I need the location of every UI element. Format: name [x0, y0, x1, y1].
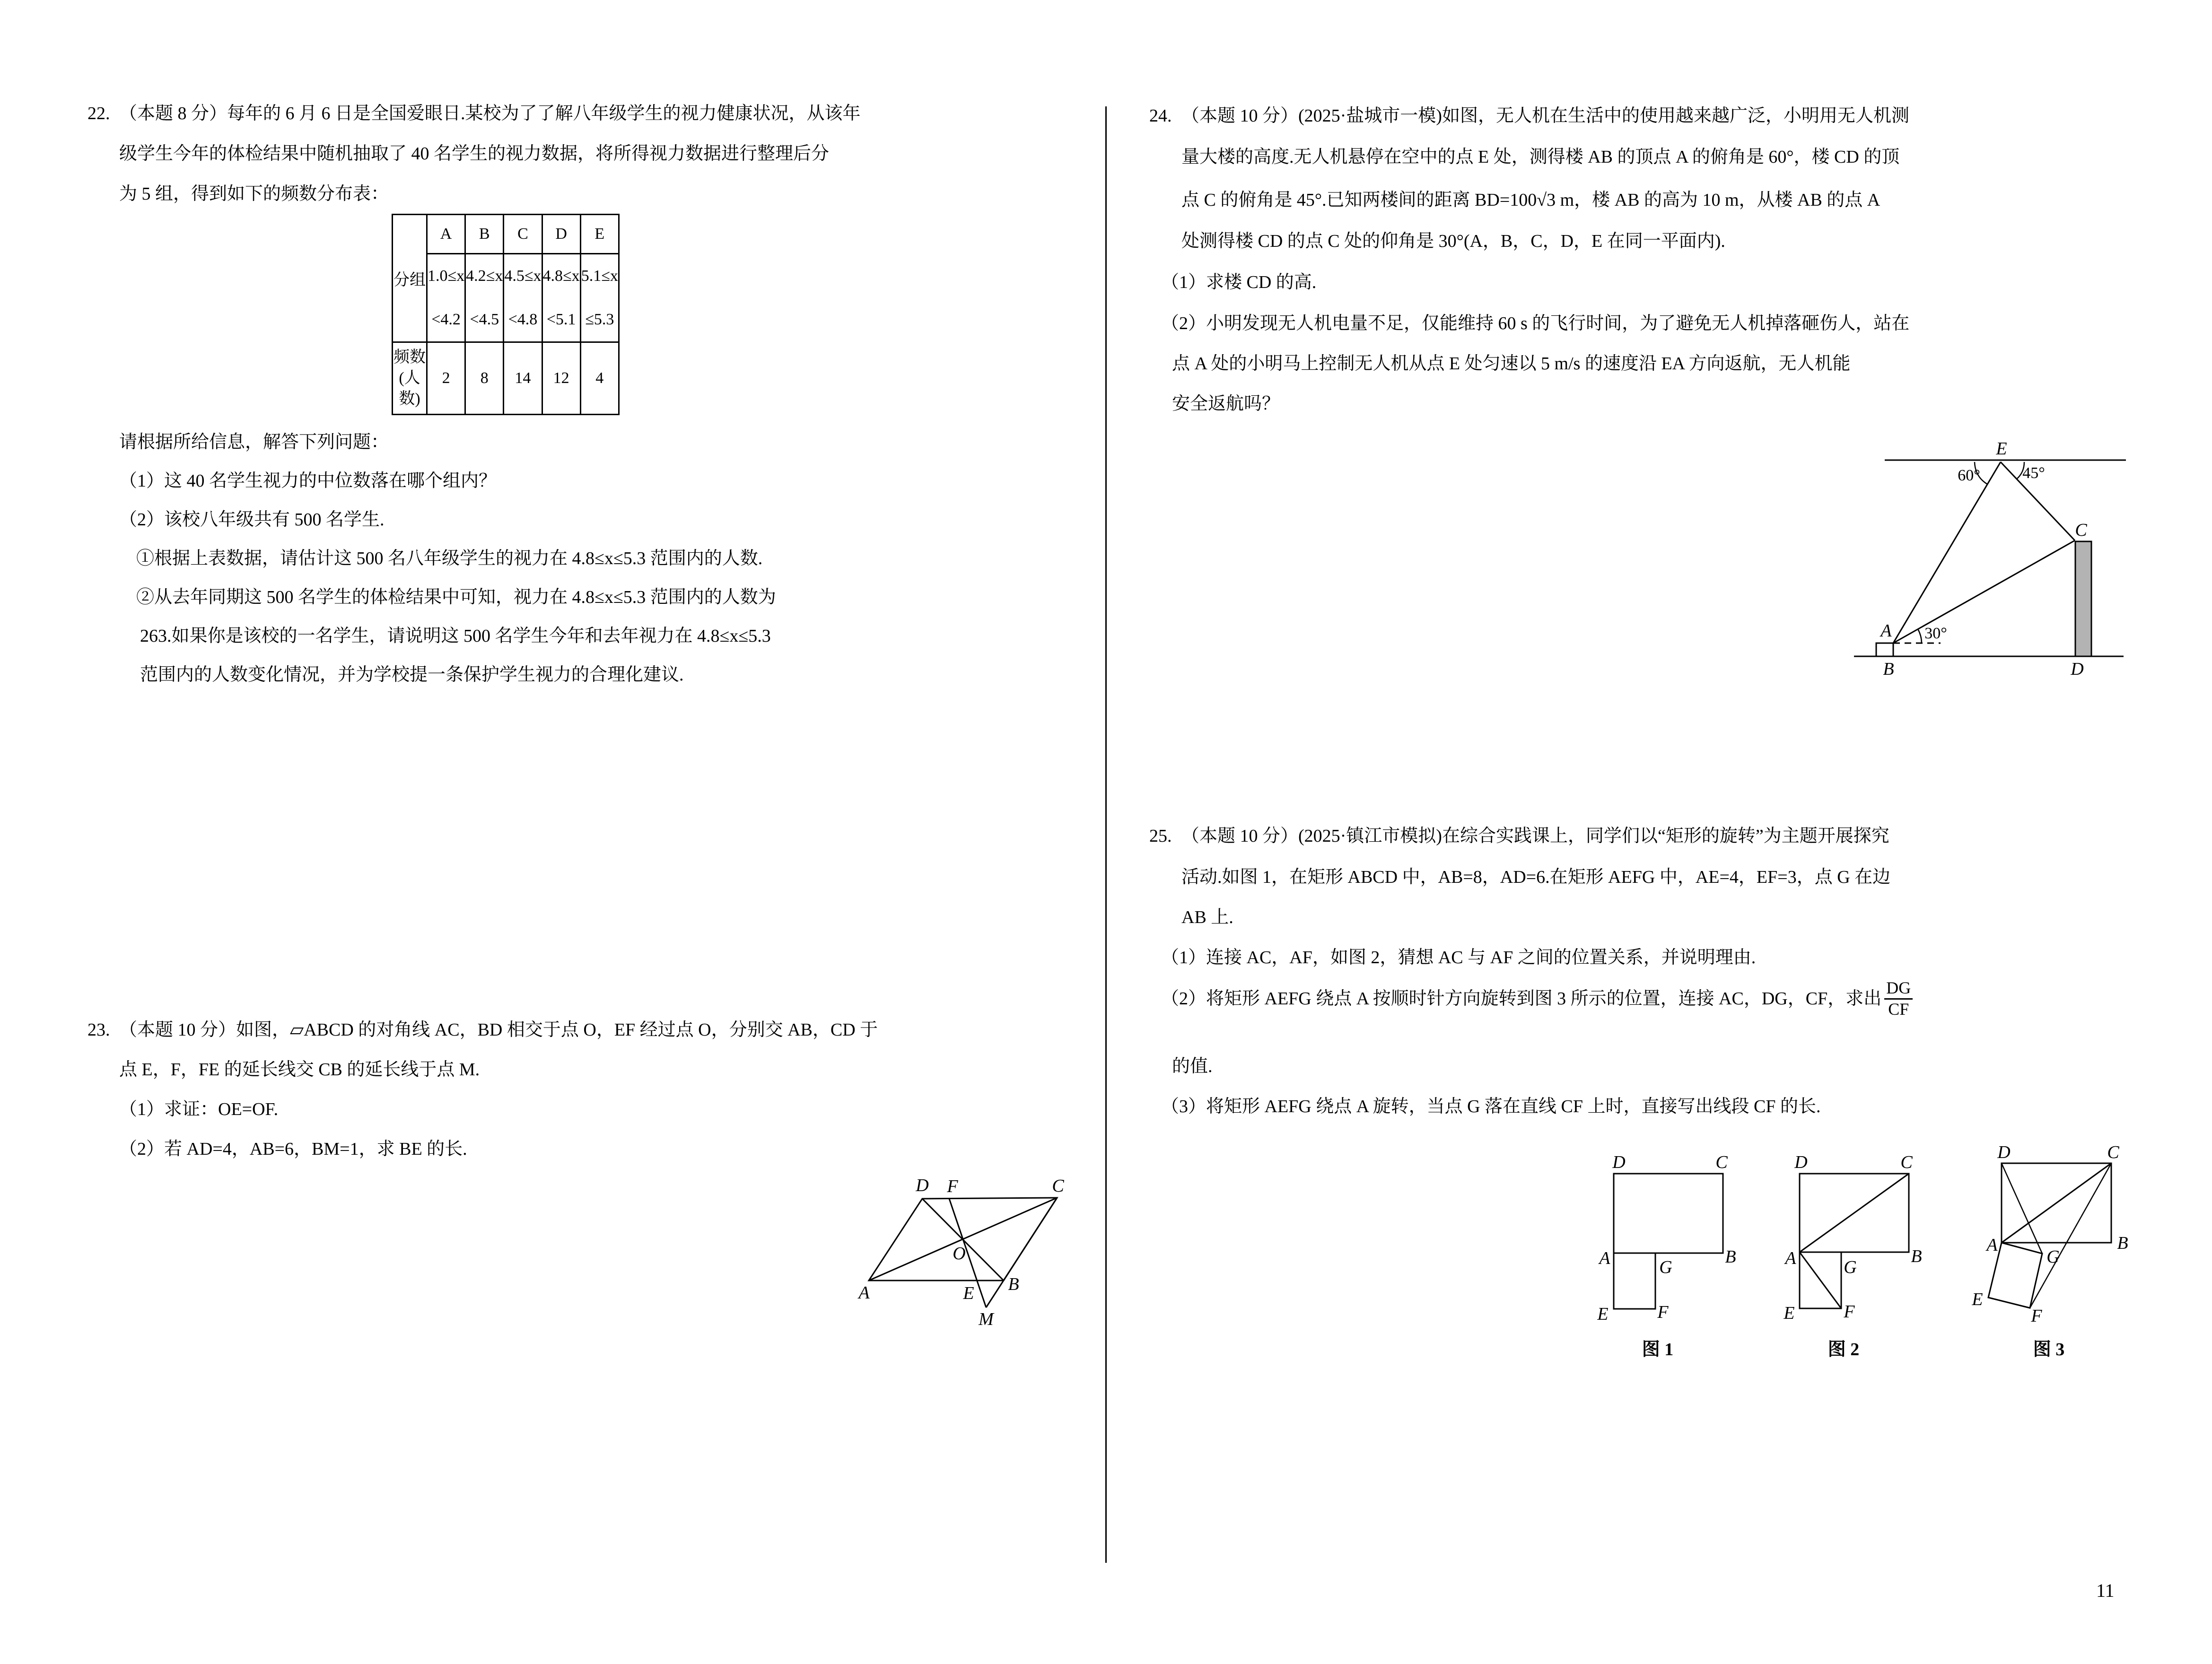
table-freq-value: 14: [504, 342, 542, 415]
point-label-c: C: [2075, 520, 2087, 540]
q25-stem-line3: AB 上.: [1181, 907, 1233, 927]
point-label-b: B: [1911, 1246, 1922, 1266]
q24-stem-line2: 量大楼的高度.无人机悬停在空中的点 E 处，测得楼 AB 的顶点 A 的俯角是 60°，楼 CD 的顶: [1181, 147, 1900, 167]
table-group-header: [393, 215, 427, 342]
q23-number: 23.: [87, 1020, 110, 1040]
q25-number: 25.: [1149, 826, 1172, 846]
point-label-a: A: [858, 1283, 870, 1303]
rect-aefg: [1614, 1253, 1655, 1309]
point-label-e: E: [1784, 1303, 1795, 1323]
line-ac: [2002, 1163, 2111, 1243]
range-line2: ≤5.3: [585, 311, 614, 328]
point-label-b: B: [1883, 659, 1894, 679]
point-label-m: M: [979, 1309, 994, 1329]
range-line1: 5.1≤x: [581, 267, 618, 285]
table-col-letter: A: [427, 215, 465, 254]
table-range-cell: [542, 254, 580, 342]
q25-stem-line2: 活动.如图 1，在矩形 ABCD 中，AB=8，AD=6.在矩形 AEFG 中，AE=4，EF=3，点 G 在边: [1181, 867, 1891, 887]
q23-stem-line1: （本题 10 分）如图，▱ABCD 的对角线 AC，BD 相交于点 O，EF 经过点 O，分别交 AB，CD 于: [119, 1020, 878, 1040]
q25-part2: [1161, 977, 1913, 1020]
q25-figure3: [1963, 1140, 2145, 1333]
q24-part1: （1）求楼 CD 的高.: [1161, 272, 1317, 292]
line-dg: [2002, 1163, 2042, 1254]
q24-part2-line2: 点 A 处的小明马上控制无人机从点 E 处匀速以 5 m/s 的速度沿 EA 方向返航，无人机能: [1172, 354, 1851, 374]
q22-stem-line3: 为 5 组，得到如下的频数分布表：: [119, 184, 389, 204]
line-ac: [1800, 1174, 1909, 1252]
column-divider: [1105, 106, 1107, 1563]
q22-stem-line2: 级学生今年的体检结果中随机抽取了 40 名学生的视力数据，将所得视力数据进行整理后分: [119, 144, 830, 164]
range-line1: 4.5≤x: [504, 267, 542, 285]
freq-header-line2: (人数): [399, 369, 420, 408]
table-range-cell: [465, 254, 504, 342]
point-label-a: A: [1986, 1235, 1998, 1255]
line-ea: [1893, 462, 2001, 643]
point-label-b: B: [1725, 1247, 1736, 1267]
fraction-dg-cf: [1884, 978, 1913, 1019]
range-line2: <4.8: [508, 311, 538, 328]
table-col-letter: B: [465, 215, 504, 254]
fraction-numerator: DG: [1884, 978, 1913, 999]
table-freq-value: 4: [580, 342, 619, 415]
point-label-d: D: [2071, 659, 2084, 679]
frequency-table: [392, 214, 620, 415]
q24-part2-line3: 安全返航吗？: [1172, 394, 1280, 414]
table-freq-header: [393, 342, 427, 415]
q25-figure1: [1589, 1144, 1745, 1333]
q22-intro: 请根据所给信息，解答下列问题：: [119, 432, 389, 452]
group-header-label: 分组: [393, 271, 426, 289]
q25-part3: （3）将矩形 AEFG 绕点 A 旋转，当点 G 落在直线 CF 上时，直接写出线段 CF 的长.: [1161, 1097, 1821, 1116]
line-ac: [1893, 540, 2075, 643]
rect-abcd: [1614, 1174, 1723, 1253]
point-label-a: A: [1599, 1248, 1610, 1268]
range-line2: <4.2: [431, 311, 461, 328]
point-label-f: F: [1657, 1302, 1669, 1322]
table-col-letter: E: [580, 215, 619, 254]
q25-part1: （1）连接 AC，AF，如图 2，猜想 AC 与 AF 之间的位置关系，并说明理由.: [1161, 948, 1756, 967]
point-label-c: C: [1052, 1176, 1064, 1196]
point-label-d: D: [1794, 1152, 1808, 1172]
building-cd: [2075, 541, 2091, 656]
q23-figure-parallelogram: [842, 1163, 1097, 1333]
point-label-g: G: [1844, 1257, 1857, 1277]
page-number: 11: [2096, 1580, 2115, 1601]
q24-part2-line1: （2）小明发现无人机电量不足，仅能维持 60 s 的飞行时间，为了避免无人机掉落砸伤人，站在: [1161, 314, 1910, 333]
point-label-e: E: [1597, 1304, 1609, 1324]
point-label-g: G: [1659, 1257, 1672, 1277]
range-line1: 4.2≤x: [466, 267, 503, 285]
q22-sub2-line3: 范围内的人数变化情况，并为学校提一条保护学生视力的合理化建议.: [140, 665, 684, 685]
point-label-d: D: [1997, 1142, 2011, 1162]
range-line2: <5.1: [546, 311, 576, 328]
point-label-e: E: [1996, 439, 2007, 459]
q22-sub1: ①根据上表数据，请估计这 500 名八年级学生的视力在 4.8≤x≤5.3 范围内的人数.: [136, 549, 763, 568]
range-line2: <4.5: [470, 311, 499, 328]
freq-header-line1: 频数: [393, 348, 426, 366]
table-freq-value: 12: [542, 342, 580, 415]
figure2-caption: 图 2: [1827, 1340, 1860, 1359]
range-line1: 4.8≤x: [542, 267, 580, 285]
point-label-f: F: [947, 1176, 958, 1196]
point-label-a: A: [1785, 1248, 1796, 1268]
point-label-c: C: [2107, 1142, 2119, 1162]
point-label-g: G: [2046, 1247, 2060, 1267]
building-ab: [1876, 643, 1893, 656]
point-label-f: F: [2031, 1306, 2042, 1326]
line-af: [1800, 1252, 1841, 1308]
point-label-e: E: [1972, 1289, 1983, 1309]
point-label-d: D: [1612, 1152, 1626, 1172]
q24-stem-line3: 点 C 的俯角是 45°.已知两楼间的距离 BD=100√3 m，楼 AB 的高为 10 m，从楼 AB 的点 A: [1181, 190, 1880, 210]
q24-stem-line4: 处测得楼 CD 的点 C 处的仰角是 30°(A，B，C，D，E 在同一平面内).: [1181, 231, 1725, 251]
angle-label-30: 30°: [1924, 625, 1947, 642]
table-range-cell: [504, 254, 542, 342]
point-label-f: F: [1844, 1302, 1855, 1322]
q22-number: 22.: [87, 104, 110, 123]
q25-part2-text: （2）将矩形 AEFG 绕点 A 按顺时针方向旋转到图 3 所示的位置，连接 AC，DG，CF，求出: [1161, 989, 1882, 1009]
table-range-cell: [580, 254, 619, 342]
table-freq-value: 8: [465, 342, 504, 415]
range-line1: 1.0≤x: [428, 267, 465, 285]
point-label-o: O: [953, 1244, 966, 1263]
q23-part1: （1）求证：OE=OF.: [119, 1099, 279, 1119]
line-cf: [2030, 1163, 2111, 1308]
q25-figure2: [1771, 1144, 1934, 1333]
fraction-denominator: CF: [1888, 999, 1909, 1019]
angle-arc-30: [1918, 629, 1922, 643]
point-label-b: B: [2117, 1233, 2128, 1253]
table-range-cell: [427, 254, 465, 342]
figure3-caption: 图 3: [2033, 1340, 2065, 1359]
figure1-caption: 图 1: [1642, 1340, 1674, 1359]
line-cbm: [986, 1198, 1057, 1307]
q22-stem-line1: （本题 8 分）每年的 6 月 6 日是全国爱眼日.某校为了了解八年级学生的视力健康状况，从该年: [119, 104, 861, 123]
q23-stem-line2: 点 E，F，FE 的延长线交 CB 的延长线于点 M.: [119, 1060, 480, 1080]
q22-sub2-line2: 263.如果你是该校的一名学生，请说明这 500 名学生今年和去年视力在 4.8≤x≤5.3: [140, 626, 771, 646]
q24-figure-drone: [1835, 435, 2133, 681]
q22-part2: （2）该校八年级共有 500 名学生.: [119, 510, 385, 530]
q23-part2: （2）若 AD=4，AB=6，BM=1，求 BE 的长.: [119, 1139, 467, 1159]
q25-stem-line1: （本题 10 分）(2025·镇江市模拟)在综合实践课上，同学们以“矩形的旋转”为主题开展探究: [1181, 826, 1889, 846]
q24-stem-line1: （本题 10 分）(2025·盐城市一模)如图，无人机在生活中的使用越来越广泛，小明用无人机测: [1181, 106, 1909, 126]
table-col-letter: D: [542, 215, 580, 254]
point-label-d: D: [916, 1176, 929, 1195]
angle-label-60: 60°: [1958, 467, 1980, 484]
q24-number: 24.: [1149, 106, 1172, 126]
point-label-e: E: [963, 1283, 974, 1303]
q22-part1: （1）这 40 名学生视力的中位数落在哪个组内？: [119, 471, 497, 491]
q25-part2-tail: 的值.: [1172, 1056, 1213, 1076]
table-freq-value: 2: [427, 342, 465, 415]
table-col-letter: C: [504, 215, 542, 254]
point-label-b: B: [1008, 1274, 1019, 1294]
q22-sub2-line1: ②从去年同期这 500 名学生的体检结果中可知，视力在 4.8≤x≤5.3 范围内的人数为: [136, 587, 776, 607]
point-label-a: A: [1880, 621, 1892, 641]
angle-label-45: 45°: [2022, 464, 2045, 482]
point-label-c: C: [1900, 1152, 1913, 1172]
point-label-c: C: [1715, 1152, 1728, 1172]
